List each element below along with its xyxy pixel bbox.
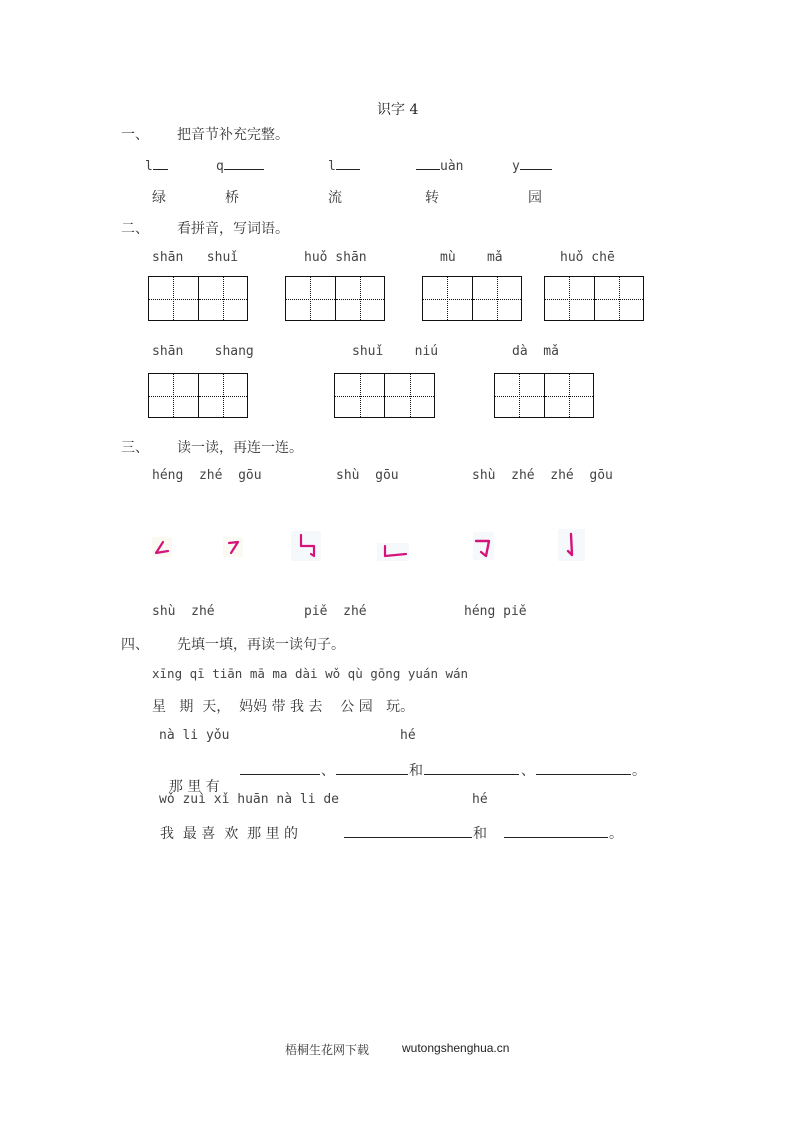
section3-heading: 读一读，再连一连。 xyxy=(177,440,303,456)
stroke-name-label: shù zhé zhé gōu xyxy=(472,468,613,483)
pinyin-label: huǒ chē xyxy=(560,250,615,265)
writing-grid[interactable] xyxy=(148,276,248,321)
sentence3-pinyin: wǒ zuì xǐ huān nà li de xyxy=(159,792,340,807)
syllable-item-1 xyxy=(145,157,168,174)
pinyin-prefix: q xyxy=(216,159,224,174)
char-5: 园 xyxy=(528,190,542,206)
section3-number: 三、 xyxy=(121,440,149,456)
pinyin-prefix: l xyxy=(328,159,336,174)
separator: 、 xyxy=(321,763,335,779)
section2-heading: 看拼音，写词语。 xyxy=(177,221,289,237)
fill-blank[interactable] xyxy=(416,157,440,170)
pinyin-prefix: l xyxy=(145,159,153,174)
section1-number: 一、 xyxy=(121,127,149,143)
footer-site-name: 梧桐生花网下载 xyxy=(285,1043,370,1057)
pinyin-label: dà mǎ xyxy=(512,344,559,359)
heng-pie-stroke-icon[interactable] xyxy=(223,537,243,557)
stroke-name-label: héng zhé gōu xyxy=(152,468,262,483)
writing-grid[interactable] xyxy=(422,276,522,321)
char-1: 绿 xyxy=(152,190,166,206)
pinyin-label: shān shang xyxy=(152,344,254,359)
writing-grid[interactable] xyxy=(544,276,644,321)
fill-blank[interactable] xyxy=(336,760,408,775)
pie-zhe-stroke-icon[interactable] xyxy=(152,537,172,557)
fill-blank[interactable] xyxy=(344,823,472,838)
conjunction-he: 和 xyxy=(473,826,487,842)
sentence1-pinyin: xīng qī tiān mā ma dài wǒ qù gōng yuán wán xyxy=(152,666,469,681)
sentence2-pinyin-he: hé xyxy=(400,728,416,743)
pinyin-label: huǒ shān xyxy=(304,250,367,265)
shu-zhe-stroke-icon[interactable] xyxy=(377,543,409,561)
period: 。 xyxy=(609,826,623,842)
char-2: 桥 xyxy=(225,190,239,206)
char-3: 流 xyxy=(328,190,342,206)
sentence2-prefix: 那 里 有 xyxy=(168,779,220,795)
sentence2-pinyin: nà li yǒu xyxy=(159,728,230,743)
syllable-item-2 xyxy=(216,157,264,174)
syllable-item-3 xyxy=(328,157,360,174)
period: 。 xyxy=(632,763,646,779)
section4-heading: 先填一填，再读一读句子。 xyxy=(177,637,345,653)
pinyin-prefix: y xyxy=(512,159,520,174)
writing-grid[interactable] xyxy=(285,276,385,321)
page-title: 识字 4 xyxy=(377,102,419,118)
conjunction-he: 和 xyxy=(409,763,423,779)
section1-heading: 把音节补充完整。 xyxy=(177,127,289,143)
pinyin-label: shuǐ niú xyxy=(352,344,439,359)
pinyin-suffix: uàn xyxy=(440,159,464,174)
syllable-item-5 xyxy=(512,157,552,174)
fill-blank[interactable] xyxy=(224,157,264,170)
fill-blank[interactable] xyxy=(240,760,320,775)
syllable-item-4 xyxy=(416,157,463,174)
fill-blank[interactable] xyxy=(520,157,552,170)
writing-grid[interactable] xyxy=(494,373,594,418)
pinyin-label: mù mǎ xyxy=(440,250,503,265)
stroke-name-label: héng piě xyxy=(464,604,527,619)
section4-number: 四、 xyxy=(121,637,149,653)
stroke-name-label: shù zhé xyxy=(152,604,215,619)
footer-url-link[interactable]: wutongshenghua.cn xyxy=(402,1041,510,1055)
pinyin-label: shān shuǐ xyxy=(152,250,239,265)
separator: 、 xyxy=(521,763,535,779)
sentence3-pinyin-he: hé xyxy=(472,792,488,807)
stroke-name-label: piě zhé xyxy=(304,604,367,619)
sentence1-text: 星 期 天， 妈妈 带 我 去 公 园 玩。 xyxy=(152,699,415,715)
fill-blank[interactable] xyxy=(336,157,360,170)
writing-grid[interactable] xyxy=(334,373,435,418)
fill-blank[interactable] xyxy=(536,760,631,775)
char-4: 转 xyxy=(425,190,439,206)
fill-blank[interactable] xyxy=(153,157,168,170)
fill-blank[interactable] xyxy=(424,760,519,775)
section2-number: 二、 xyxy=(121,221,149,237)
shu-gou-stroke-icon[interactable] xyxy=(558,529,585,561)
stroke-name-label: shù gōu xyxy=(336,468,399,483)
writing-grid[interactable] xyxy=(148,373,248,418)
sentence3-text: 我 最 喜 欢 那 里 的 xyxy=(160,826,299,842)
fill-blank[interactable] xyxy=(504,823,608,838)
sentence2-text xyxy=(160,760,220,796)
shu-zhe-zhe-gou-stroke-icon[interactable] xyxy=(291,531,321,561)
heng-zhe-gou-stroke-icon[interactable] xyxy=(473,532,494,560)
